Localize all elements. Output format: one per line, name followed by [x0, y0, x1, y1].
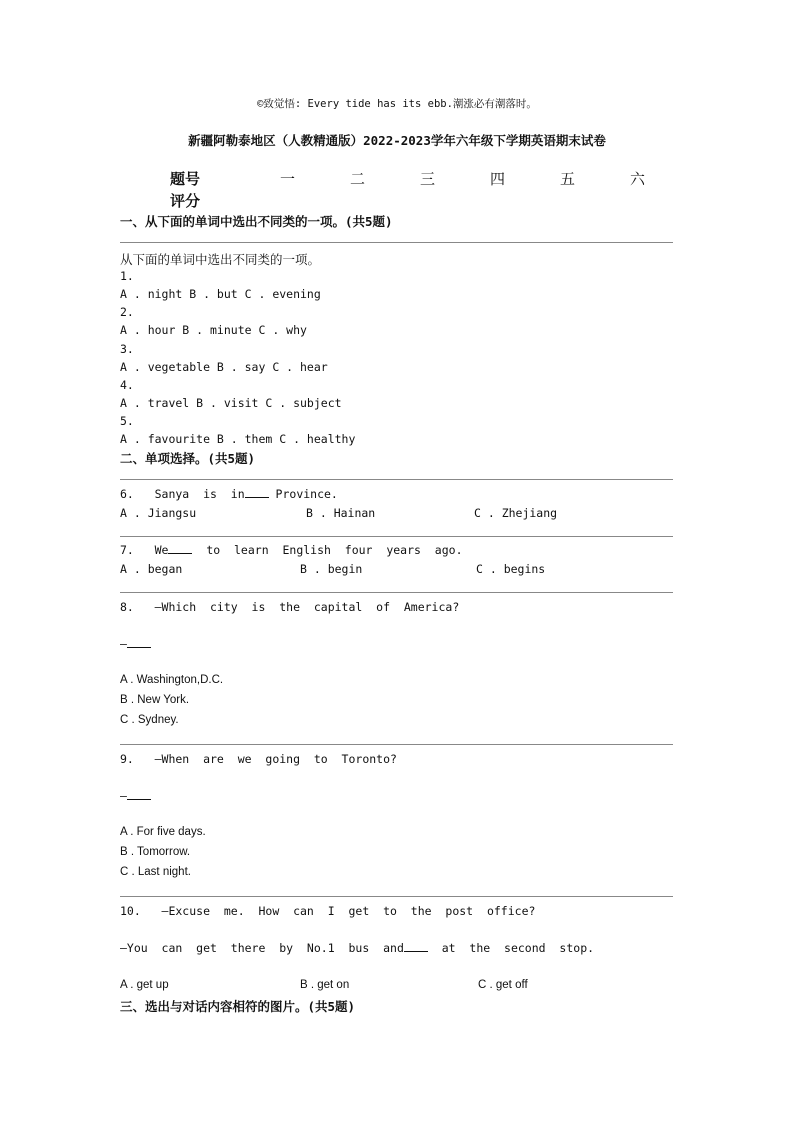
divider	[120, 479, 673, 480]
section1-heading: 一、从下面的单词中选出不同类的一项。(共5题)	[120, 214, 393, 229]
option-b: B . Tomorrow.	[120, 846, 191, 858]
option-a: A . began	[120, 562, 183, 576]
option-b: B . get on	[300, 979, 350, 991]
question-stem	[120, 543, 463, 557]
section2-heading: 二、单项选择。(共5题)	[120, 451, 256, 466]
question-number: 2.	[120, 305, 134, 319]
option-a: A . Jiangsu	[120, 506, 197, 520]
option-c: C . get off	[478, 979, 528, 991]
stem-part: at the second stop.	[427, 941, 595, 955]
question-options: A . night B . but C . evening	[120, 287, 321, 301]
stem-part: —You can get there by No.1 bus and	[120, 941, 404, 955]
answer-blank	[404, 941, 428, 952]
question-number: 4.	[120, 378, 134, 392]
question-options: A . hour B . minute C . why	[120, 323, 307, 337]
answer-blank	[127, 637, 151, 648]
score-col-3: 三	[420, 170, 436, 188]
question-options: A . travel B . visit C . subject	[120, 396, 342, 410]
divider	[120, 744, 673, 745]
option-b: B . New York.	[120, 694, 190, 706]
motto-line: ©致觉悟: Every tide has its ebb.潮涨必有潮落时。	[257, 98, 537, 110]
score-row-label: 题号	[170, 170, 201, 188]
score-col-4: 四	[490, 170, 506, 188]
option-c: C . begins	[476, 562, 546, 576]
question-options: A . favourite B . them C . healthy	[120, 432, 356, 446]
score-col-2: 二	[350, 170, 366, 188]
option-a: A . For five days.	[120, 826, 206, 838]
dash: —	[120, 637, 127, 651]
question-stem: 9. —When are we going to Toronto?	[120, 752, 397, 766]
answer-blank	[168, 543, 192, 554]
option-b: B . Hainan	[306, 506, 376, 520]
exam-title: 新疆阿勒泰地区（人教精通版）2022-2023学年六年级下学期英语期末试卷	[188, 133, 606, 148]
question-number: 3.	[120, 342, 134, 356]
score-col-1: 一	[280, 170, 296, 188]
divider	[120, 592, 673, 593]
dash: —	[120, 789, 127, 803]
question-stem	[120, 487, 338, 501]
divider	[120, 242, 673, 243]
stem-part: Province.	[268, 487, 338, 501]
option-c: C . Sydney.	[120, 714, 179, 726]
answer-blank	[127, 789, 151, 800]
reply-line	[120, 789, 151, 803]
option-a: A . Washington,D.C.	[120, 674, 224, 686]
option-c: C . Last night.	[120, 866, 191, 878]
option-a: A . get up	[120, 979, 169, 991]
stem-part: 6. Sanya is in	[120, 487, 245, 501]
section3-heading: 三、选出与对话内容相符的图片。(共5题)	[120, 999, 356, 1014]
score-col-5: 五	[560, 170, 576, 188]
question-options: A . vegetable B . say C . hear	[120, 360, 328, 374]
question-stem: 8. —Which city is the capital of America?	[120, 600, 460, 614]
answer-blank	[245, 487, 269, 498]
question-number: 5.	[120, 414, 134, 428]
stem-part: 7. We	[120, 543, 169, 557]
option-b: B . begin	[300, 562, 363, 576]
section1-instruction: 从下面的单词中选出不同类的一项。	[120, 252, 321, 267]
divider	[120, 536, 673, 537]
question-number: 1.	[120, 269, 134, 283]
score-col-6: 六	[630, 170, 646, 188]
divider	[120, 896, 673, 897]
reply-line	[120, 637, 151, 651]
score-row2-label: 评分	[170, 192, 201, 210]
question-stem-line2	[120, 941, 594, 955]
option-c: C . Zhejiang	[474, 506, 558, 520]
question-stem: 10. —Excuse me. How can I get to the post office?	[120, 904, 536, 918]
stem-part: to learn English four years ago.	[192, 543, 463, 557]
